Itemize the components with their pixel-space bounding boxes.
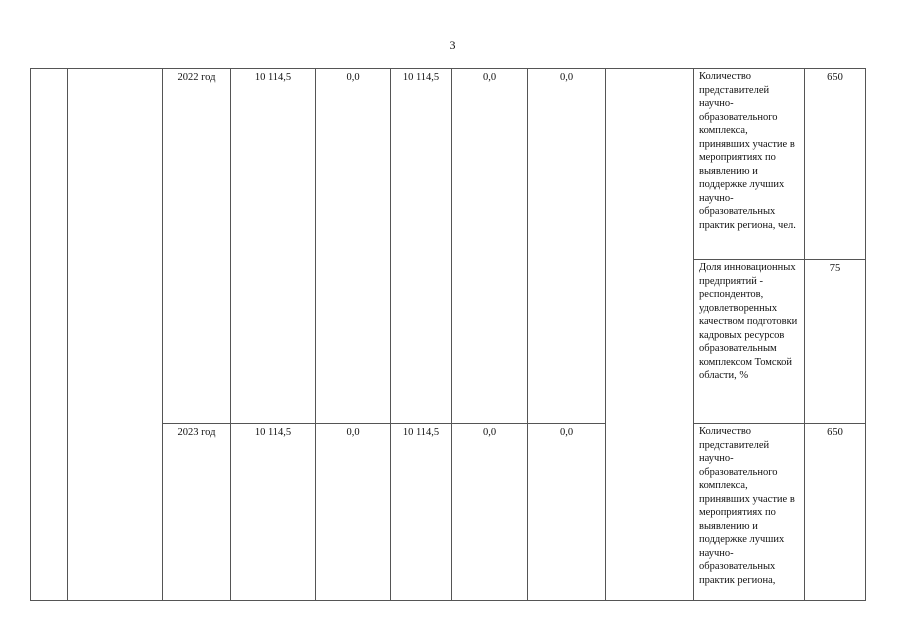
indicator-value-cell: 650 [805,69,866,260]
other-sources-cell: 0,0 [528,69,606,424]
indicator-value-cell: 650 [805,424,866,601]
indicator-name-cell: Доля инновационных предприятий - респондентов, удовлетворенных качеством подготовки кадровых ресурсов образовательным комплексом Томской области, % [694,260,805,424]
local-budget-cell: 0,0 [452,69,528,424]
executor-cell [606,69,694,601]
indicator-value-cell: 75 [805,260,866,424]
indicator-name-cell: Количество представителей научно-образовательного комплекса, принявших участие в мероприятиях по выявлению и поддержке лучших научно-образовательных практик региона, чел. [694,69,805,260]
total-cell: 10 114,5 [231,424,316,601]
year-cell: 2023 год [163,424,231,601]
measure-name-cell [68,69,163,601]
federal-budget-cell: 0,0 [316,424,391,601]
regional-budget-cell: 10 114,5 [391,424,452,601]
budget-table [30,68,866,601]
federal-budget-cell: 0,0 [316,69,391,424]
table-row [31,69,866,260]
total-cell: 10 114,5 [231,69,316,424]
row-number-cell [31,69,68,601]
indicator-name-cell: Количество представителей научно-образовательного комплекса, принявших участие в мероприятиях по выявлению и поддержке лучших научно-образовательных практик региона, [694,424,805,601]
page-number: 3 [449,38,456,52]
regional-budget-cell: 10 114,5 [391,69,452,424]
other-sources-cell: 0,0 [528,424,606,601]
year-cell: 2022 год [163,69,231,424]
local-budget-cell: 0,0 [452,424,528,601]
